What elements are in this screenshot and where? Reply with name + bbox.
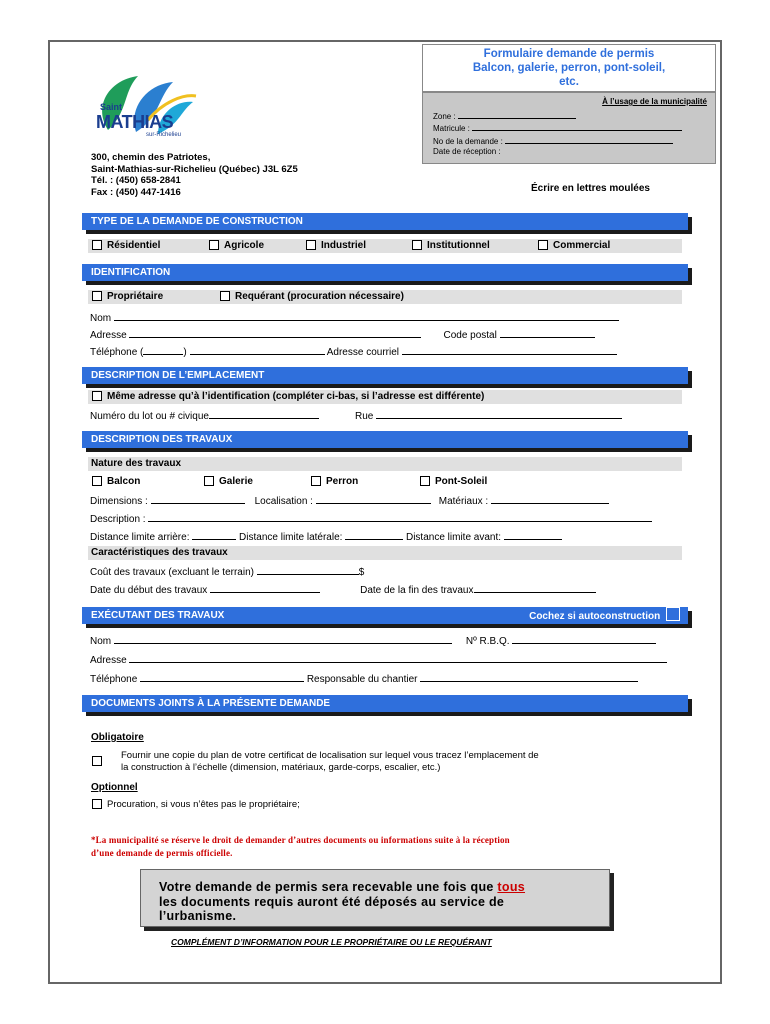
dist-arriere-field[interactable] [192,530,236,540]
dist-arriere-label: Distance limite arrière: [90,532,190,543]
adresse-field[interactable] [129,328,421,338]
telephone-area-field[interactable] [143,345,183,355]
type-industriel[interactable]: Industriel [306,240,366,251]
executant-telephone-label: Téléphone [90,674,138,685]
dimensions-label: Dimensions : [90,496,148,507]
rbq-label: Nº R.B.Q. [465,636,510,647]
telephone-field[interactable] [190,345,325,355]
autoconstruction-label: Cochez si autoconstruction [529,611,661,622]
zone-label: Zone : [433,112,456,121]
date-reception-label: Date de réception : [433,147,501,156]
executant-adresse-field[interactable] [129,653,667,663]
date-debut-label: Date du début des travaux [90,585,208,596]
type-agricole[interactable]: Agricole [209,240,264,251]
materiaux-label: Matériaux : [438,496,489,507]
notice-line2: les documents requis auront été déposés au service de [159,894,505,909]
checkbox[interactable] [204,476,214,486]
dimensions-field[interactable] [151,494,245,504]
executant-nom-field[interactable] [114,634,452,644]
dist-laterale-field[interactable] [345,530,403,540]
section-type-title: TYPE DE LA DEMANDE DE CONSTRUCTION [82,213,688,230]
optionnel-item[interactable]: Procuration, si vous n’êtes pas le propriétaire; [92,799,300,810]
lot-field[interactable] [209,409,319,419]
section-executant [82,607,688,624]
notice-part1: Votre demande de permis sera recevable une fois que [159,880,494,894]
checkbox[interactable] [220,291,230,301]
logo-text-top: Saint [100,102,123,112]
cout-field[interactable] [257,565,359,575]
lot-label: Numéro du lot ou # civique [90,411,209,422]
date-fin-label: Date de la fin des travaux [360,585,474,596]
form-title-box [422,44,716,92]
logo [88,72,198,147]
nature-label: Nature des travaux [91,458,182,469]
form-title-line2: Balcon, galerie, perron, pont-soleil, [472,62,666,74]
disclaimer: *La municipalité se réserve le droit de demander d’autres documents ou informations suite à la réception d’une demande de permis officielle. [91,835,510,858]
no-demande-label: No de la demande : [433,137,503,146]
zone-field[interactable] [458,109,576,119]
materiaux-field[interactable] [491,494,609,504]
checkbox[interactable] [209,240,219,250]
municipal-heading: À l’usage de la municipalité [602,97,707,106]
nom-field[interactable] [114,311,619,321]
checkbox[interactable] [420,476,430,486]
section-travaux-title: DESCRIPTION DES TRAVAUX [82,431,688,448]
optionnel-checkbox[interactable] [92,799,102,809]
nature-balcon[interactable]: Balcon [92,476,140,487]
date-fin-field[interactable] [474,583,596,593]
matricule-label: Matricule : [433,124,470,133]
courriel-label: Adresse courriel [326,347,399,358]
responsable-field[interactable] [420,672,638,682]
notice-line3: l’urbanisme. [159,909,237,923]
description-label: Description : [90,514,146,525]
code-postal-field[interactable] [500,328,595,338]
identification-requerant[interactable]: Requérant (procuration nécessaire) [220,291,404,302]
type-commercial[interactable]: Commercial [538,240,610,251]
section-documents-title: DOCUMENTS JOINTS À LA PRÉSENTE DEMANDE [82,695,688,712]
obligatoire-heading: Obligatoire [91,732,144,743]
section-travaux [82,431,688,448]
checkbox[interactable] [538,240,548,250]
section-identification [82,264,688,281]
localisation-field[interactable] [316,494,431,504]
complement-link[interactable]: COMPLÉMENT D’INFORMATION POUR LE PROPRIÉTAIRE OU LE REQUÉRANT [171,937,492,947]
identification-proprietaire[interactable]: Propriétaire [92,291,163,302]
form-title-line1: Formulaire demande de permis [483,48,655,60]
dist-avant-field[interactable] [504,530,562,540]
telephone-label: Téléphone ( [90,347,144,358]
no-demande-field[interactable] [505,134,673,144]
section-documents [82,695,688,712]
form-title-line3: etc. [559,76,579,88]
responsable-label: Responsable du chantier [306,674,418,685]
matricule-field[interactable] [472,121,682,131]
rue-label: Rue [354,411,374,422]
notice-tous: tous [497,880,526,894]
checkbox[interactable] [92,291,102,301]
nature-pont-soleil[interactable]: Pont-Soleil [420,476,487,487]
checkbox[interactable] [311,476,321,486]
type-institutionnel[interactable]: Institutionnel [412,240,490,251]
instruction-text: Écrire en lettres moulées [531,183,650,194]
nom-label: Nom [90,313,112,324]
localisation-label: Localisation : [254,496,313,507]
type-residentiel[interactable]: Résidentiel [92,240,160,251]
executant-adresse-label: Adresse [90,655,127,666]
checkbox[interactable] [92,476,102,486]
rbq-field[interactable] [512,634,656,644]
adresse-label: Adresse [90,330,127,341]
checkbox[interactable] [92,240,102,250]
optionnel-heading: Optionnel [91,782,138,793]
address-line1: 300, chemin des Patriotes, [91,152,211,163]
logo-text-main: MATHIAS [96,112,174,132]
telephone-paren: ) [183,347,187,358]
caracteristiques-label: Caractéristiques des travaux [91,547,228,558]
obligatoire-text: Fournir une copie du plan de votre certificat de localisation sur lequel vous tracez l’emplacement de la construction à l’échelle (dimension, matériaux, garde-corps, escalier, etc.) [121,750,539,773]
checkbox[interactable] [412,240,422,250]
section-emplacement-title: DESCRIPTION DE L’EMPLACEMENT [82,367,688,384]
logo-text-sub: sur-Richelieu [146,132,182,138]
description-field[interactable] [148,512,652,522]
executant-telephone-field[interactable] [140,672,304,682]
emplacement-meme-adresse[interactable]: Même adresse qu’à l’identification (compléter ci-bas, si l’adresse est différente) [92,391,484,402]
autoconstruction-checkbox[interactable] [666,607,680,621]
municipal-box [422,92,716,164]
dist-avant-label: Distance limite avant: [405,532,502,543]
checkbox[interactable] [92,391,102,401]
dist-laterale-label: Distance limite latérale: [239,532,343,543]
notice-box [140,869,610,927]
address-tel: Tél. : (450) 658-2841 [91,175,181,186]
courriel-field[interactable] [402,345,617,355]
code-postal-label: Code postal [443,330,497,341]
section-emplacement [82,367,688,384]
nature-galerie[interactable]: Galerie [204,476,253,487]
address-fax: Fax : (450) 447-1416 [91,186,181,198]
obligatoire-checkbox[interactable] [92,756,102,766]
address-line2: Saint-Mathias-sur-Richelieu (Québec) J3L 6Z5 [91,163,298,175]
section-executant-title: EXÉCUTANT DES TRAVAUX Cochez si autoconstruction [82,607,688,624]
date-debut-field[interactable] [210,583,320,593]
dollar-sign: $ [358,567,365,578]
section-type [82,213,688,230]
section-identification-title: IDENTIFICATION [82,264,688,281]
address-block [91,152,298,198]
cout-label: Coût des travaux (excluant le terrain) [90,567,254,578]
nature-perron[interactable]: Perron [311,476,358,487]
executant-nom-label: Nom [90,636,112,647]
checkbox[interactable] [306,240,316,250]
rue-field[interactable] [376,409,622,419]
